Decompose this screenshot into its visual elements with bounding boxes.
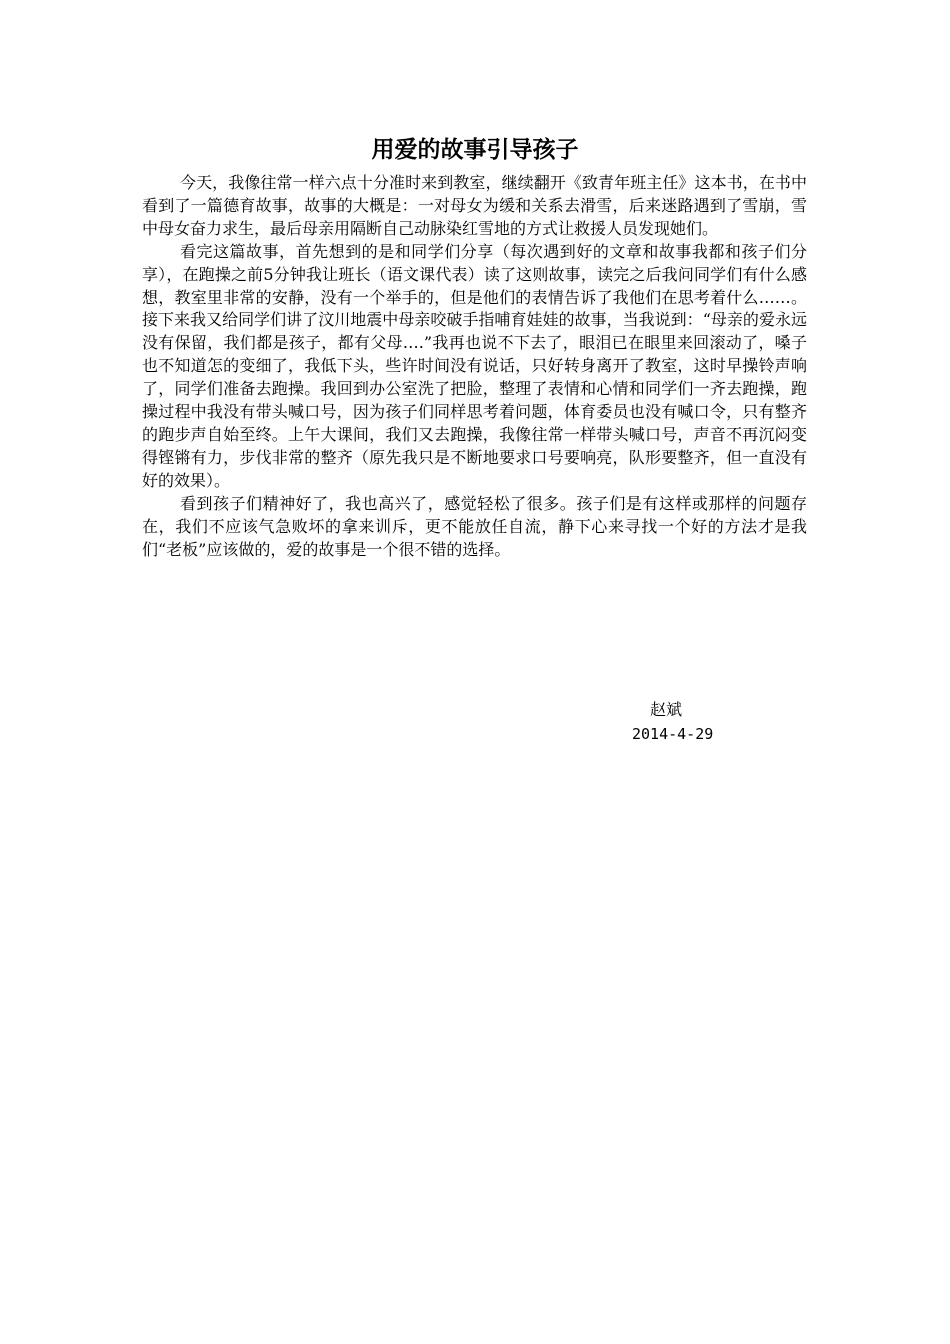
paragraph-1: 今天，我像往常一样六点十分准时来到教室，继续翻开《致青年班主任》这本书，在书中看到了一篇德育故事，故事的大概是：一对母女为缓和关系去滑雪，后来迷路遇到了雪崩，雪中母女奋力求生，最后母亲用隔断自己动脉染红雪地的方式让救援人员发现她们。	[142, 173, 807, 238]
signature-block	[600, 698, 780, 746]
author-name: 赵斌	[650, 700, 683, 719]
document-title: 用爱的故事引导孩子	[371, 137, 579, 163]
paragraph-2: 看完这篇故事，首先想到的是和同学们分享（每次遇到好的文章和故事我都和孩子们分享），在跑操之前5分钟我让班长（语文课代表）读了这则故事，读完之后我问同学们有什么感想，教室里非常的安静，没有一个举手的，但是他们的表情告诉了我他们在思考着什么……。接下来我又给同学们讲了汶川地震中母亲咬破手指哺育娃娃的故事，当我说到：“母亲的爱永远没有保留，我们都是孩子，都有父母….”我再也说不下去了，眼泪已在眼里来回滚动了，嗓子也不知道怎的变细了，我低下头，些许时间没有说话，只好转身离开了教室，这时早操铃声响了，同学们准备去跑操。我回到办公室洗了把脸，整理了表情和心情和同学们一齐去跑操，跑操过程中我没有带头喊口号，因为孩子们同样思考着问题，体育委员也没有喊口令，只有整齐的跑步声自始至终。上午大课间，我们又去跑操，我像往常一样带头喊口号，声音不再沉闷变得铿锵有力，步伐非常的整齐（原先我只是不断地要求口号要响亮，队形要整齐，但一直没有好的效果）。	[142, 241, 807, 490]
paragraph-3: 看到孩子们精神好了，我也高兴了，感觉轻松了很多。孩子们是有这样或那样的问题存在，我们不应该气急败坏的拿来训斥，更不能放任自流，静下心来寻找一个好的方法才是我们“老板”应该做的，爱的故事是一个很不错的选择。	[142, 493, 807, 559]
article-body	[142, 172, 807, 561]
signature-date: 2014-4-29	[632, 725, 714, 743]
